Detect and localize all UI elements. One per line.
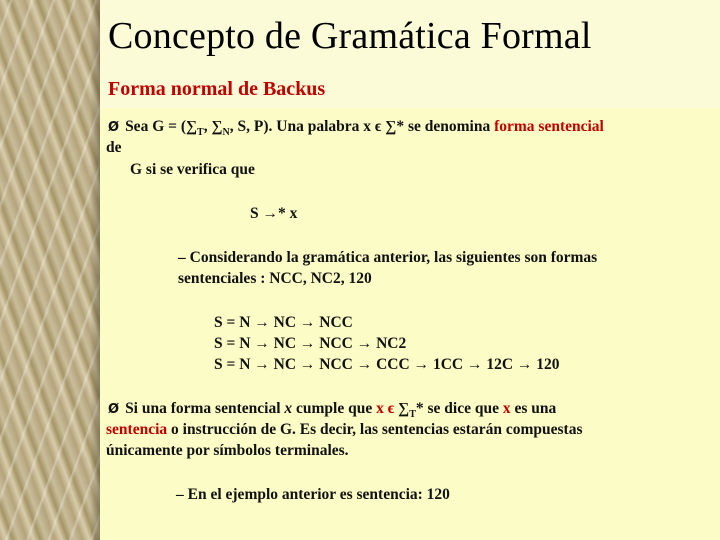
slide-title: Concepto de Gramática Formal	[108, 15, 592, 57]
bullet-arrow-icon: Ø	[108, 402, 120, 417]
bullet-arrow-icon: Ø	[108, 120, 120, 135]
slide-subtitle: Forma normal de Backus	[108, 78, 326, 100]
derivation-formula: S →* x	[250, 205, 298, 222]
paragraph-2-line-2: sentencia o instrucción de G. Es decir, las sentencias estarán compuestas	[106, 421, 583, 438]
paragraph-1-line-2: de	[106, 139, 122, 156]
derivation-line-2: S = N → NC → NCC → NC2	[214, 335, 407, 352]
example-line: – En el ejemplo anterior es sentencia: 120	[176, 486, 450, 503]
slide	[100, 0, 720, 540]
highlight-forma-sentencial: forma sentencial	[494, 118, 604, 135]
derivation-line-3: S = N → NC → NCC → CCC → 1CC → 12C → 120	[214, 356, 560, 373]
paragraph-1-line-1: Ø Sea $G = (\sum_T$, $\sum_N$, S, P). Una palabra x ϵ ∑* se denomina forma sentencial	[108, 118, 604, 139]
paragraph-2-line-1: Ø Si una forma sentencial x cumple que x ϵ $\sum_T*$ se dice que x es una	[108, 400, 557, 421]
derivation-line-1: S = N → NC → NCC	[214, 314, 353, 331]
paragraph-1-line-3: G si se verifica que	[130, 161, 255, 178]
dash-paragraph-line-1: – Considerando la gramática anterior, las siguientes son formas	[178, 249, 598, 266]
paragraph-2-line-3: únicamente por símbolos terminales.	[106, 442, 349, 459]
dash-paragraph-line-2: sentenciales : NCC, NC2, 120	[178, 270, 372, 287]
decorative-frame	[0, 0, 100, 540]
highlight-sentencia: sentencia	[106, 421, 168, 438]
